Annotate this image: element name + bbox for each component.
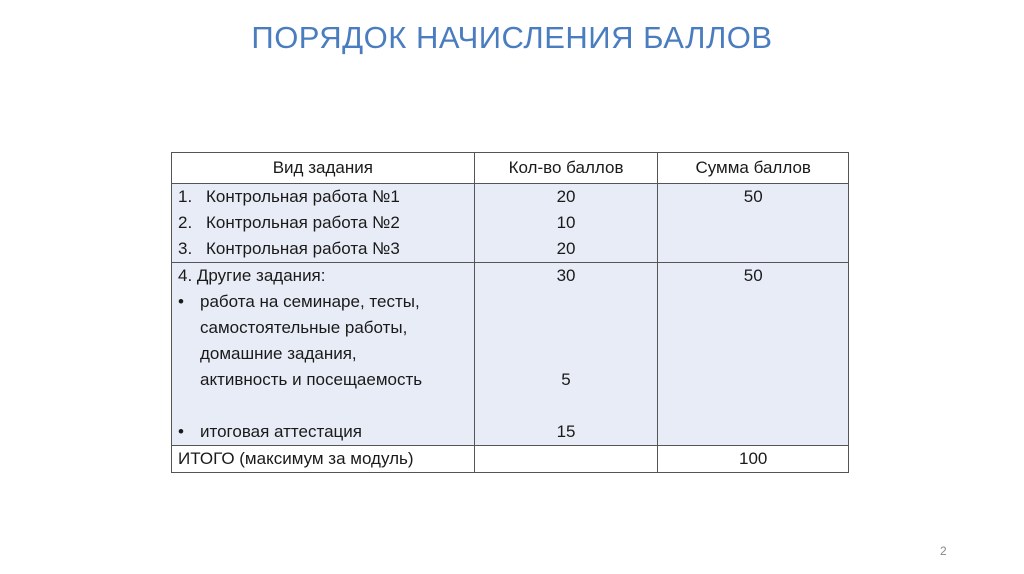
bullet-item-1-line-3: домашние задания, (200, 344, 357, 363)
test-points-2: 10 (556, 213, 576, 232)
other-points-cell (474, 263, 658, 446)
tests-sum: 50 (743, 187, 763, 206)
tests-list-cell (172, 184, 475, 263)
total-row (172, 446, 849, 473)
header-task-type: Вид задания (172, 153, 475, 184)
bullet-icon: • (178, 292, 184, 311)
total-points (474, 446, 658, 473)
bullet-item-1: • работа на семинаре, тесты, (172, 289, 474, 315)
bullet-2-points: 15 (556, 422, 576, 441)
total-sum: 100 (658, 446, 849, 473)
other-heading-points: 30 (556, 266, 576, 285)
test-points-1: 20 (556, 187, 576, 206)
slide-title: ПОРЯДОК НАЧИСЛЕНИЯ БАЛЛОВ (251, 20, 773, 55)
header-sum: Сумма баллов (658, 153, 849, 184)
test-item-2: 2. Контрольная работа №2 (178, 213, 400, 232)
other-sum-cell (658, 263, 849, 446)
tests-row (172, 184, 849, 263)
other-tasks-cell (172, 263, 475, 446)
page-number: 2 (940, 544, 947, 558)
bullet-1-points: 5 (561, 370, 571, 389)
header-points: Кол-во баллов (474, 153, 658, 184)
tests-points-cell (474, 184, 658, 263)
other-row (172, 263, 849, 446)
bullet-item-2: • итоговая аттестация (172, 419, 474, 445)
header-row (172, 153, 849, 184)
bullet-item-1-line-4: активность и посещаемость (200, 370, 423, 389)
total-label: ИТОГО (максимум за модуль) (172, 446, 475, 473)
test-item-1: 1. Контрольная работа №1 (178, 187, 400, 206)
bullet-item-1-line-2: самостоятельные работы, (200, 318, 408, 337)
other-sum: 50 (743, 266, 763, 285)
other-heading: 4. Другие задания: (178, 266, 326, 285)
test-item-3: 3. Контрольная работа №3 (178, 239, 400, 258)
test-points-3: 20 (556, 239, 576, 258)
scoring-table (171, 152, 849, 473)
tests-sum-cell (658, 184, 849, 263)
bullet-icon: • (178, 422, 184, 441)
